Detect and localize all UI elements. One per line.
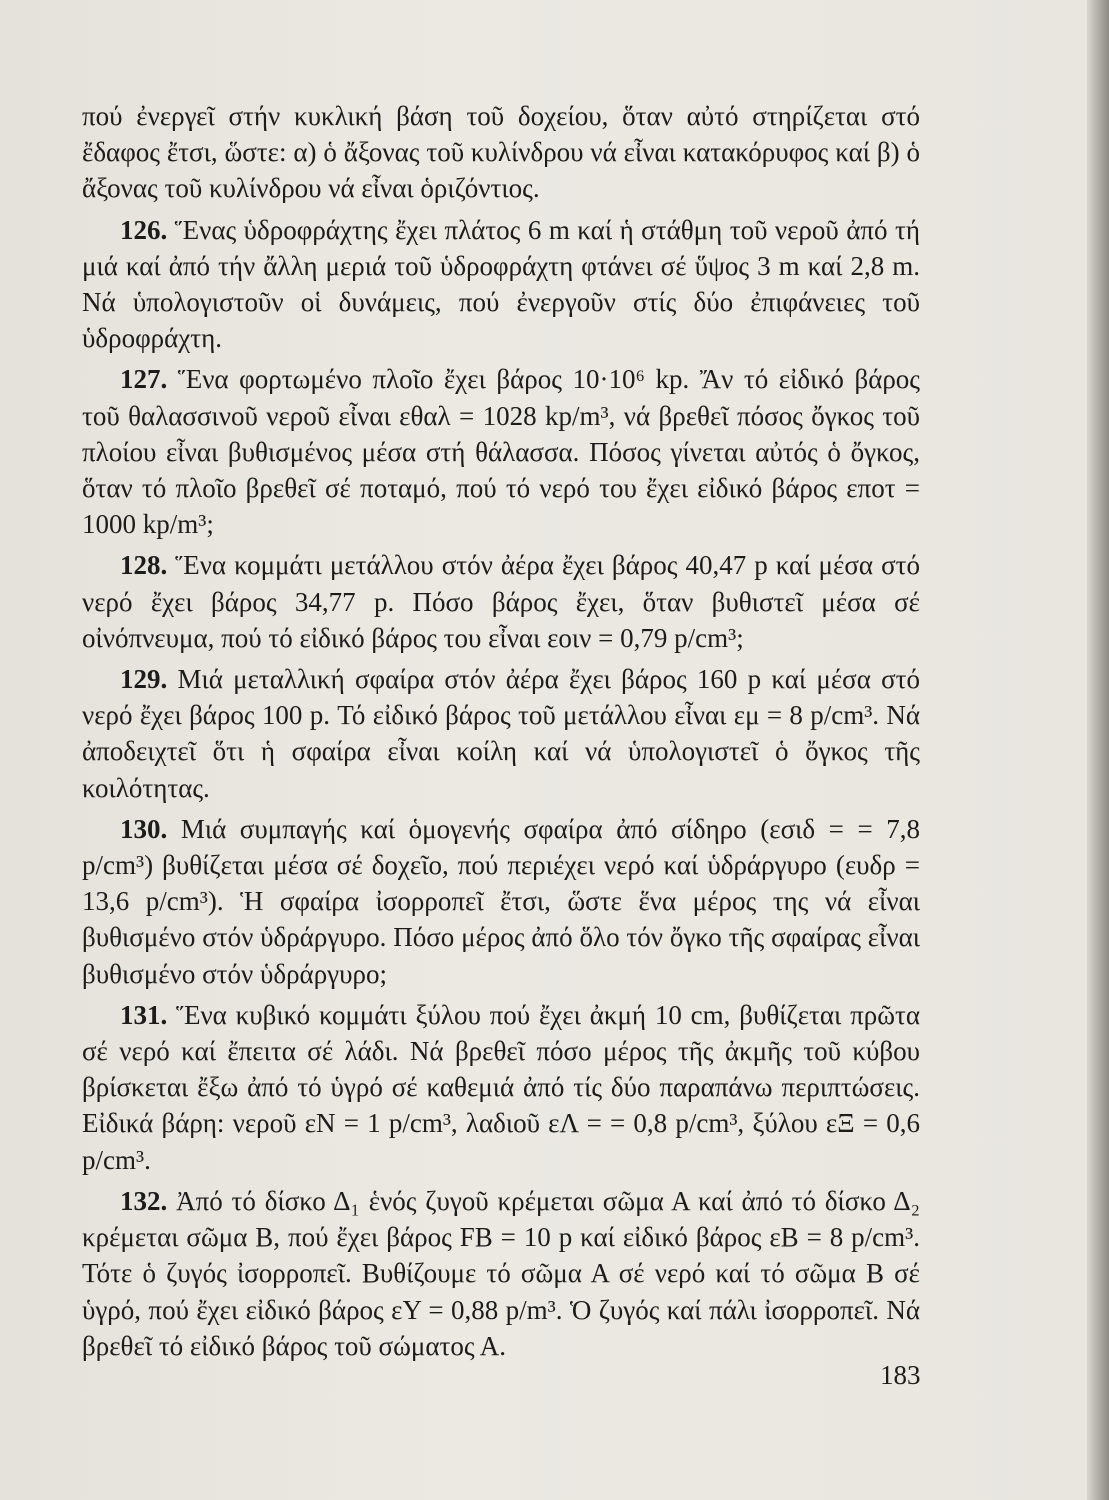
problem-128 <box>82 547 920 656</box>
problem-131 <box>82 997 920 1178</box>
problem-text: Μιά συμπαγής καί ὁμογενής σφαίρα ἀπό σίδηρο (εσιδ = = 7,8 p/cm³) βυθίζεται μέσα σέ δοχεῖο, πού περιέχει νερό καί ὑδράργυρο (ευδρ = 13,6 p/cm³). Ἡ σφαίρα ἰσορροπεῖ ἔτσι, ὥστε ἕνα μέρος της νά εἶναι βυθισμένο στόν ὑδράργυρο. Πόσο μέρος ἀπό ὅλο τόν ὄγκο τῆς σφαίρας εἶναι βυθισμένο στόν ὑδράργυρο; <box>82 813 920 989</box>
page-text-block <box>82 98 920 1369</box>
problem-126 <box>82 212 920 357</box>
problem-number: 129. <box>120 664 168 695</box>
problem-text: Μιά μεταλλική σφαίρα στόν ἀέρα ἔχει βάρος 160 p καί μέσα στό νερό ἔχει βάρος 100 p. Τό εἰδικό βάρος τοῦ μετάλλου εἶναι εμ = 8 p/cm³. Νά ἀποδειχτεῖ ὅτι ἡ σφαίρα εἶναι κοίλη καί νά ὑπολογιστεῖ ὁ ὄγκος τῆς κοιλότητας. <box>82 664 920 803</box>
problem-number: 130. <box>120 813 168 844</box>
problem-number: 128. <box>120 550 168 581</box>
page-number: 183 <box>880 1360 921 1390</box>
problem-number: 126. <box>120 214 168 245</box>
problem-number: 132. <box>120 1185 168 1216</box>
problem-132 <box>82 1183 920 1364</box>
problem-text: Ἕνα φορτωμένο πλοῖο ἔχει βάρος 10·10⁶ kp. Ἄν τό εἰδικό βάρος τοῦ θαλασσινοῦ νεροῦ εἶναι εθαλ = 1028 kp/m³, νά βρεθεῖ πόσος ὄγκος τοῦ πλοίου εἶναι βυθισμένος μέσα στή θάλασσα. Πόσος γίνεται αὐτός ὁ ὄγκος, ὅταν τό πλοῖο βρεθεῖ σέ ποταμό, πού τό νερό του ἔχει εἰδικό βάρος εποτ = 1000 kp/m³; <box>82 364 921 540</box>
problem-number: 127. <box>120 364 168 395</box>
problem-text: Ἀπό τό δίσκο Δ₁ ἑνός ζυγοῦ κρέμεται σῶμα Α καί ἀπό τό δίσκο Δ₂ κρέμεται σῶμα Β, πού ἔχει βάρος FΒ = 10 p καί εἰδικό βάρος εΒ = 8 p/cm³. Τότε ὁ ζυγός ἰσορροπεῖ. Βυθίζουμε τό σῶμα Α σέ νερό καί τό σῶμα Β σέ ὑγρό, πού ἔχει εἰδικό βάρος εΥ = 0,88 p/m³. Ὁ ζυγός καί πάλι ἰσορροπεῖ. Νά βρεθεῖ τό εἰδικό βάρος τοῦ σώματος Α. <box>82 1185 921 1361</box>
page-edge-shadow <box>1087 0 1109 1500</box>
continuation-paragraph: πού ἐνεργεῖ στήν κυκλική βάση τοῦ δοχείου, ὅταν αὐτό στηρίζεται στό ἔδαφος ἔτσι, ὥστε: α) ὁ ἄξονας τοῦ κυλίνδρου νά εἶναι κατακόρυφος καί β) ὁ ἄξονας τοῦ κυλίνδρου νά εἶναι ὁριζόντιος. <box>82 101 920 204</box>
problem-text: Ἕνα κυβικό κομμάτι ξύλου πού ἔχει ἀκμή 10 cm, βυθίζεται πρῶτα σέ νερό καί ἔπειτα σέ λάδι. Νά βρεθεῖ πόσο μέρος τῆς ἀκμῆς τοῦ κύβου βρίσκεται ἔξω ἀπό τό ὑγρό σέ καθεμιά ἀπό τίς δύο παραπάνω περιπτώσεις. Εἰδικά βάρη: νεροῦ εΝ = 1 p/cm³, λαδιοῦ εΛ = = 0,8 p/cm³, ξύλου εΞ = 0,6 p/cm³. <box>82 999 920 1175</box>
problem-127 <box>82 361 920 542</box>
problem-text: Ἕνα κομμάτι μετάλλου στόν ἀέρα ἔχει βάρος 40,47 p καί μέσα στό νερό ἔχει βάρος 34,77 p. Πόσο βάρος ἔχει, ὅταν βυθιστεῖ μέσα σέ οἰνόπνευμα, πού τό εἰδικό βάρος του εἶναι εοιν = 0,79 p/cm³; <box>82 550 921 653</box>
problem-text: Ἕνας ὑδροφράχτης ἔχει πλάτος 6 m καί ἡ στάθμη τοῦ νεροῦ ἀπό τή μιά καί ἀπό τήν ἄλλη μεριά τοῦ ὑδροφράχτη φτάνει σέ ὕψος 3 m καί 2,8 m. Νά ὑπολογιστοῦν οἱ δυνάμεις, πού ἐνεργοῦν στίς δύο ἐπιφάνειες τοῦ ὑδροφράχτη. <box>82 214 921 354</box>
problem-129 <box>82 661 920 806</box>
problem-number: 131. <box>120 999 168 1030</box>
problem-130 <box>82 811 920 992</box>
